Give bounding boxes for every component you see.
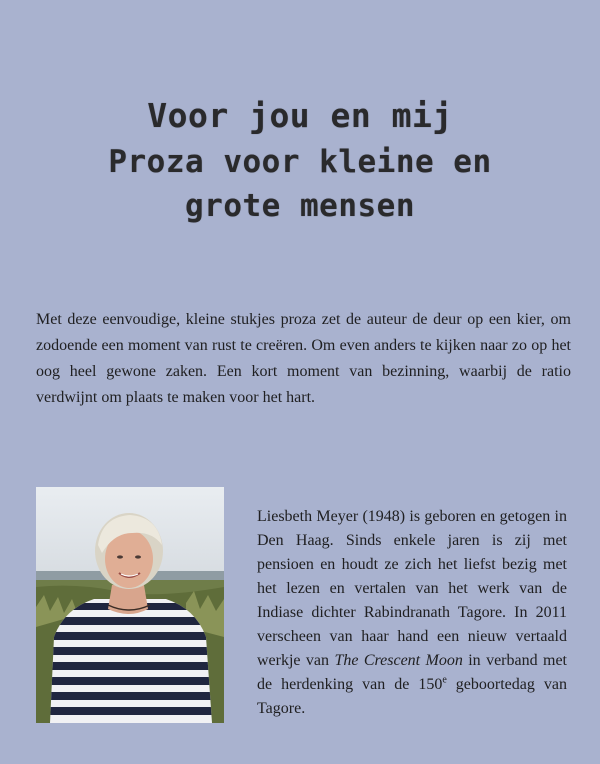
bio-book-title: The Crescent Moon bbox=[334, 652, 463, 669]
bio-text-part-1: Liesbeth Meyer (1948) is geboren en getogen in Den Haag. Sinds enkele jaren is zij met pensioen en houdt ze zich het liefst bezig met het lezen en vertalen van het werk van de Indiase dichter Rabindranath Tagore. In 2011 verscheen van haar hand een nieuw vertaald werkje van bbox=[257, 508, 567, 669]
intro-paragraph: Met deze eenvoudige, kleine stukjes proza zet de auteur de deur op een kier, om zodoende een moment van rust te creëren. Om even anders te kijken naar zo op het oog heel gewone zaken. Een kort moment van bezinning, waarbij de ratio verdwijnt om plaats te maken voor het hart. bbox=[36, 311, 571, 406]
book-subtitle-line-1: Proza voor kleine en bbox=[108, 144, 492, 180]
bio-ordinal-suffix: e bbox=[442, 674, 447, 686]
book-title: Voor jou en mij bbox=[147, 96, 453, 135]
author-photo bbox=[36, 487, 224, 723]
author-bio bbox=[257, 505, 567, 721]
bio-text-part-2: in verband met de herdenking van de 150 bbox=[257, 652, 568, 693]
cover-title-block bbox=[0, 92, 600, 228]
bio-text-part-3: geboortedag van Tagore. bbox=[257, 676, 568, 717]
book-subtitle-line-2: grote mensen bbox=[185, 188, 415, 224]
